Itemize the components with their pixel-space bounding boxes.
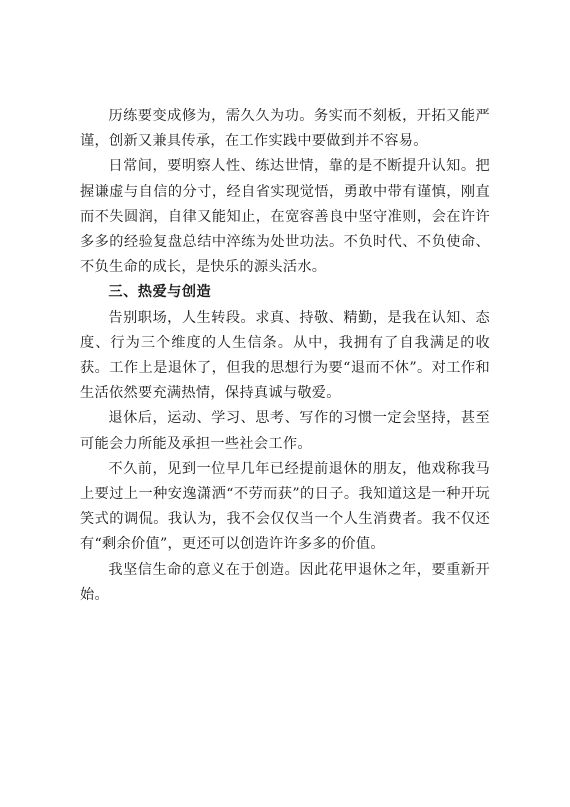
section-heading: 三、热爱与创造 xyxy=(108,284,212,301)
paragraph-daily-insight: 日常间，要明察人性、练达世情，靠的是不断提升认知。把握谦虚与自信的分寸，经自省实现觉悟，勇敢中带有谨慎，刚直而不失圆润，自律又能知止，在宽容善良中坚守准则，会在许许多多的经验复盘总结中淬练为处世功法。不负时代、不负使命、不负生命的成长，是快乐的源头活水。 xyxy=(80,158,490,276)
paragraph-friend-anecdote: 不久前，见到一位早几年已经提前退休的朋友，他戏称我马上要过上一种安逸潇洒“不劳而获”的日子。我知道这是一种开玩笑式的调侃。我认为，我不会仅仅当一个人生消费者。我不仅还有“剩余价值”，更还可以创造许许多多的价值。 xyxy=(80,460,490,553)
paragraph-cultivation: 历练要变成修为，需久久为功。务实而不刻板，开拓又能严谨，创新又兼具传承，在工作实践中要做到并不容易。 xyxy=(80,108,490,150)
paragraph-retirement-creed: 告别职场，人生转段。求真、持敬、精勤，是我在认知、态度、行为三个维度的人生信条。从中，我拥有了自我满足的收获。工作上是退休了，但我的思想行为要“退而不休”。对工作和生活依然要充满热情，保持真诚与敬爱。 xyxy=(80,309,490,402)
document-body xyxy=(80,104,490,608)
paragraph-habits: 退休后，运动、学习、思考、写作的习惯一定会坚持，甚至可能会力所能及承担一些社会工作。 xyxy=(80,410,490,452)
paragraph-conclusion: 我坚信生命的意义在于创造。因此花甲退休之年，要重新开始。 xyxy=(80,561,490,603)
